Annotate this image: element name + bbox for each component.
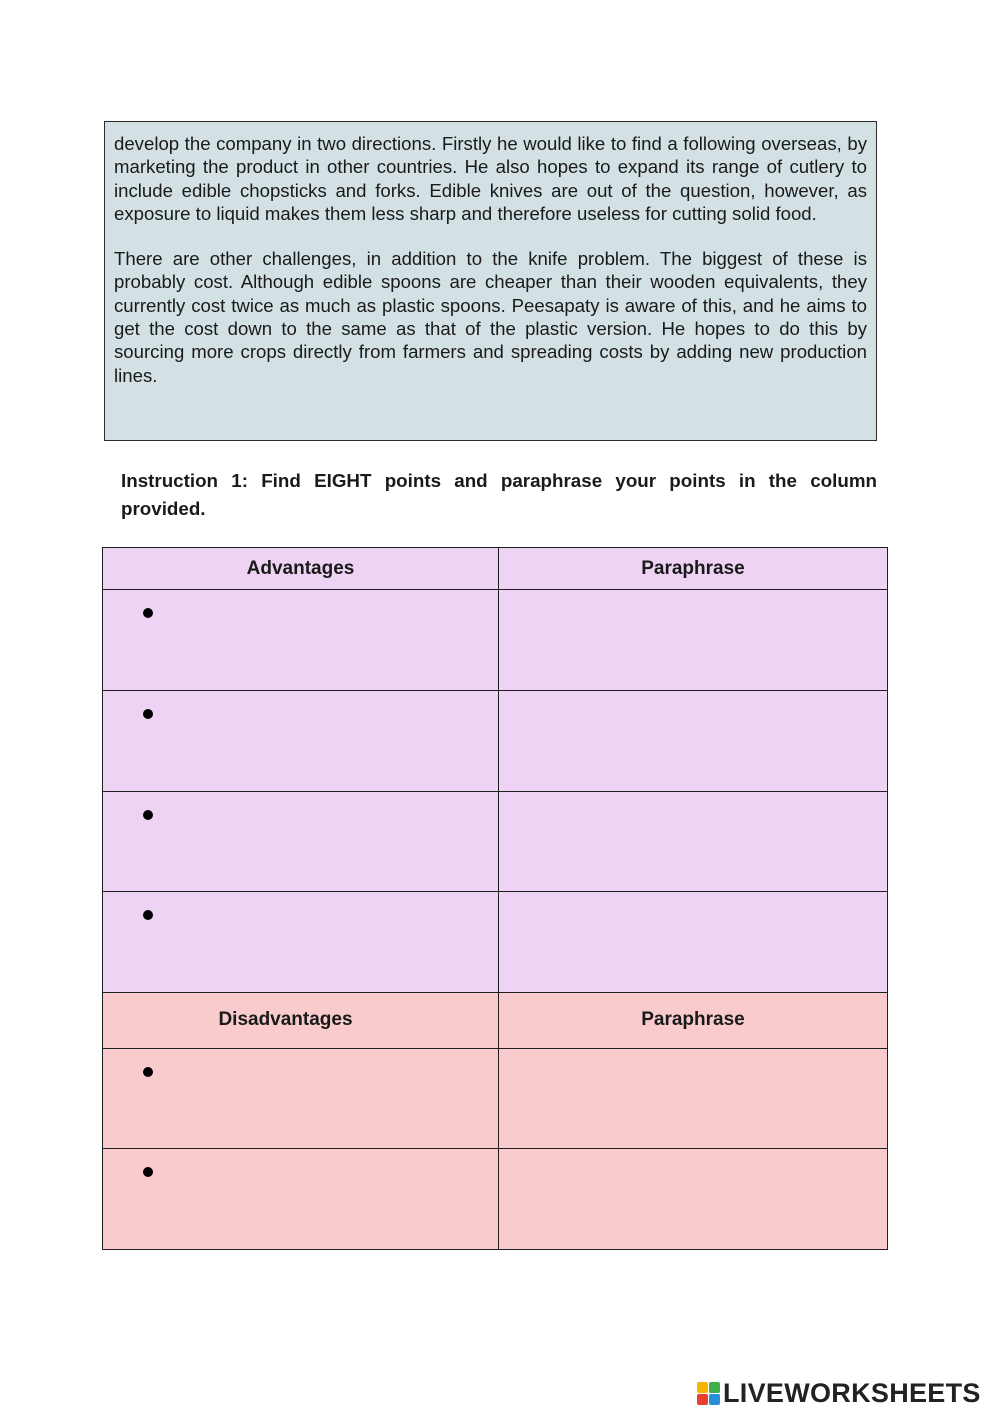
disadvantage-point-cell[interactable]	[103, 1149, 499, 1250]
advantage-point-cell[interactable]	[103, 590, 499, 691]
disadvantage-paraphrase-cell[interactable]	[499, 1048, 888, 1149]
passage-paragraph-2: There are other challenges, in addition to the knife problem. The biggest of these is probably cost. Although edible spoons are cheaper than their wooden equivalents, they currently cost twice as much as plastic spoons. Peesapaty is aware of this, and he aims to get the cost down to the same as that of the plastic version. He hopes to do this by sourcing more crops directly from farmers and spreading costs by adding new production lines.	[114, 248, 867, 386]
bullet-icon	[143, 1167, 153, 1177]
reading-passage	[104, 121, 877, 441]
logo-block	[709, 1394, 720, 1405]
advantage-row	[103, 691, 888, 792]
advantages-paraphrase-header: Paraphrase	[499, 548, 888, 590]
bullet-icon	[143, 1067, 153, 1077]
advantage-row	[103, 892, 888, 993]
passage-paragraph-1: develop the company in two directions. Firstly he would like to find a following overseas, by marketing the product in other countries. He also hopes to expand its range of cutlery to include edible chopsticks and forks. Edible knives are out of the question, however, as exposure to liquid makes them less sharp and therefore useless for cutting solid food.	[114, 133, 867, 224]
advantage-paraphrase-cell[interactable]	[499, 791, 888, 892]
disadvantage-row	[103, 1149, 888, 1250]
disadvantages-header: Disadvantages	[103, 993, 499, 1048]
advantage-paraphrase-cell[interactable]	[499, 590, 888, 691]
advantage-row	[103, 791, 888, 892]
logo-block	[697, 1394, 708, 1405]
advantages-header: Advantages	[103, 548, 499, 590]
disadvantage-row	[103, 1048, 888, 1149]
advantage-point-cell[interactable]	[103, 791, 499, 892]
advantage-point-cell[interactable]	[103, 691, 499, 792]
disadvantage-paraphrase-cell[interactable]	[499, 1149, 888, 1250]
bullet-icon	[143, 910, 153, 920]
advantage-point-cell[interactable]	[103, 892, 499, 993]
logo-block	[697, 1382, 708, 1393]
bullet-icon	[143, 608, 153, 618]
logo-block	[709, 1382, 720, 1393]
logo-text: LIVEWORKSHEETS	[723, 1378, 981, 1408]
bullet-icon	[143, 810, 153, 820]
advantage-paraphrase-cell[interactable]	[499, 892, 888, 993]
liveworksheets-logo	[697, 1378, 981, 1409]
bullet-icon	[143, 709, 153, 719]
advantages-header-row	[103, 548, 888, 590]
advantage-paraphrase-cell[interactable]	[499, 691, 888, 792]
logo-blocks-icon	[697, 1382, 720, 1405]
points-table	[102, 547, 888, 1250]
disadvantages-paraphrase-header: Paraphrase	[499, 993, 888, 1048]
instruction-text: Instruction 1: Find EIGHT points and paraphrase your points in the column provided.	[121, 470, 877, 519]
advantage-row	[103, 590, 888, 691]
disadvantage-point-cell[interactable]	[103, 1048, 499, 1149]
disadvantages-header-row	[103, 993, 888, 1048]
